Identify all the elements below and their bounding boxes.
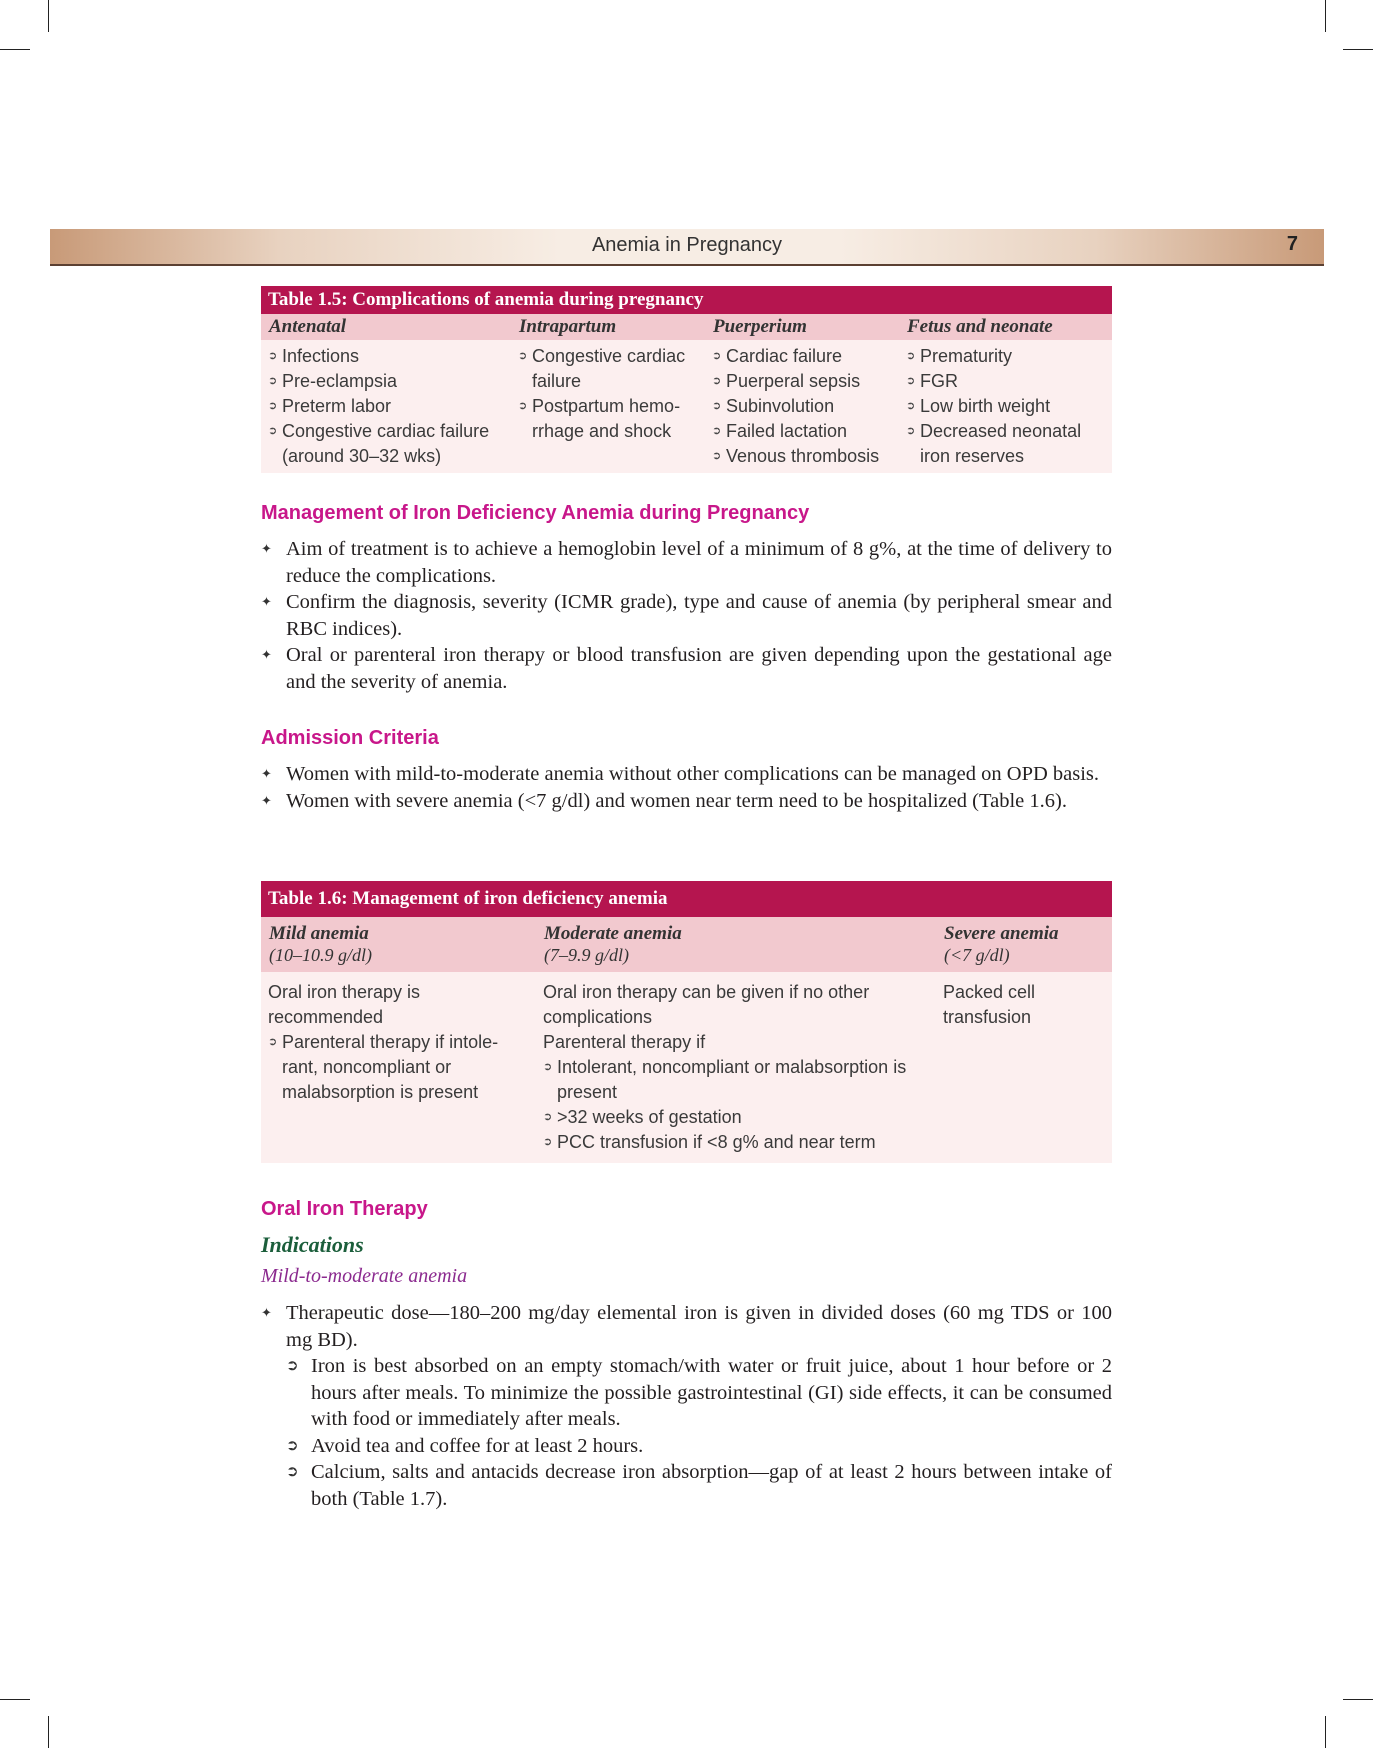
list-item: ➲ Decreased neonatal iron reserves: [906, 419, 1105, 469]
list-item: ✦ Oral or parenteral iron therapy or blood transfusion are given depending upon the gestational age and the severity of anemia.: [261, 642, 1112, 695]
cell-text: Oral iron therapy is recommended: [268, 982, 421, 1027]
crop-mark: [1343, 1699, 1373, 1700]
list-item: ➲ Parenteral therapy if intole-rant, noncompliant or malabsorption is present: [268, 1030, 529, 1105]
table-1-5: [261, 286, 1112, 473]
table-cell: [705, 340, 899, 473]
list-item: ➲ Intolerant, noncompliant or malabsorption is present: [543, 1055, 929, 1105]
list-item: ✦ Aim of treatment is to achieve a hemoglobin level of a minimum of 8 g%, at the time of delivery to reduce the complications.: [261, 536, 1112, 589]
subheading-mild-moderate: Mild-to-moderate anemia: [261, 1265, 468, 1287]
running-header: [50, 229, 1324, 266]
crop-mark: [48, 0, 49, 32]
list-item: ✦ Women with severe anemia (<7 g/dl) and women near term need to be hospitalized (Table 1.6).: [261, 788, 1112, 815]
list-item: ➲ Pre-eclampsia: [268, 369, 504, 394]
column-header-label: Mild anemia: [269, 923, 369, 944]
table-caption: Table 1.6: Management of iron deficiency anemia: [261, 881, 1112, 917]
column-header: Puerperium: [705, 314, 899, 340]
column-header: Fetus and neonate: [899, 314, 1112, 340]
column-header-label: Severe anemia: [944, 923, 1059, 944]
table-cell: [511, 340, 705, 473]
sub-list-item: ➲ Avoid tea and coffee for at least 2 hours.: [286, 1433, 1112, 1460]
list-item: ➲ PCC transfusion if <8 g% and near term: [543, 1130, 929, 1155]
running-header-title: Anemia in Pregnancy: [591, 234, 783, 256]
list-item: ➲ Puerperal sepsis: [712, 369, 892, 394]
list-item: ➲ Congestive cardiac failure (around 30–32 wks): [268, 419, 504, 469]
crop-mark: [1325, 1716, 1326, 1748]
oral-iron-list: [261, 1300, 1112, 1512]
page-number: 7: [1286, 233, 1298, 255]
table-cell: [936, 972, 1112, 1163]
column-header-range: (<7 g/dl): [944, 945, 1010, 965]
subheading-indications: Indications: [261, 1232, 364, 1257]
management-list: [261, 536, 1112, 695]
list-item: ➲ Congestive cardiac failure: [518, 344, 698, 394]
cell-text: Oral iron therapy can be given if no other complications: [543, 982, 870, 1027]
list-item: [261, 1300, 1112, 1512]
list-item: ➲ Infections: [268, 344, 504, 369]
crop-mark: [1325, 0, 1326, 32]
column-header-label: Moderate anemia: [544, 923, 682, 944]
list-item: ➲ Venous thrombosis: [712, 444, 892, 469]
sub-list-item: ➲ Iron is best absorbed on an empty stomach/with water or fruit juice, about 1 hour before or 2 hours after meals. To minimize the possible gastrointestinal (GI) side effects, it can be consumed with food or immediately after meals.: [286, 1353, 1112, 1433]
list-item: ➲ >32 weeks of gestation: [543, 1105, 929, 1130]
admission-list: [261, 761, 1112, 814]
list-item: ➲ Prematurity: [906, 344, 1105, 369]
cell-text: Packed cell transfusion: [943, 982, 1036, 1027]
list-item: ➲ Subinvolution: [712, 394, 892, 419]
crop-mark: [1343, 49, 1373, 50]
section-heading-admission: Admission Criteria: [261, 727, 439, 749]
section-heading-oral-iron: Oral Iron Therapy: [261, 1198, 428, 1220]
column-header: [261, 917, 536, 972]
list-item-text: Therapeutic dose—180–200 mg/day elemental iron is given in divided doses (60 mg TDS or 100 mg BD).: [286, 1302, 1112, 1351]
list-item: ✦ Confirm the diagnosis, severity (ICMR grade), type and cause of anemia (by peripheral smear and RBC indices).: [261, 589, 1112, 642]
column-header-range: (7–9.9 g/dl): [544, 945, 629, 965]
column-header: Intrapartum: [511, 314, 705, 340]
column-header: Antenatal: [261, 314, 511, 340]
crop-mark: [48, 1716, 49, 1748]
crop-mark: [0, 1699, 30, 1700]
list-item: ➲ Failed lactation: [712, 419, 892, 444]
list-item: ➲ FGR: [906, 369, 1105, 394]
column-header: [536, 917, 936, 972]
column-header-range: (10–10.9 g/dl): [269, 945, 372, 965]
sub-list: [286, 1353, 1112, 1512]
table-cell: [261, 340, 511, 473]
column-header: [936, 917, 1112, 972]
list-item: ➲ Cardiac failure: [712, 344, 892, 369]
list-item: ✦ Women with mild-to-moderate anemia without other complications can be managed on OPD basis.: [261, 761, 1112, 788]
list-item: ➲ Low birth weight: [906, 394, 1105, 419]
cell-text: Parenteral therapy if: [543, 1032, 706, 1052]
table-cell: [261, 972, 536, 1163]
table-1-6: [261, 881, 1112, 1163]
table-cell: [536, 972, 936, 1163]
list-item: ➲ Preterm labor: [268, 394, 504, 419]
list-item: ➲ Postpartum hemo-rrhage and shock: [518, 394, 698, 444]
sub-list-item: ➲ Calcium, salts and antacids decrease iron absorption—gap of at least 2 hours between intake of both (Table 1.7).: [286, 1459, 1112, 1512]
table-caption: Table 1.5: Complications of anemia during pregnancy: [261, 286, 1112, 314]
section-heading-management: Management of Iron Deficiency Anemia during Pregnancy: [261, 502, 810, 524]
crop-mark: [0, 49, 30, 50]
table-cell: [899, 340, 1112, 473]
